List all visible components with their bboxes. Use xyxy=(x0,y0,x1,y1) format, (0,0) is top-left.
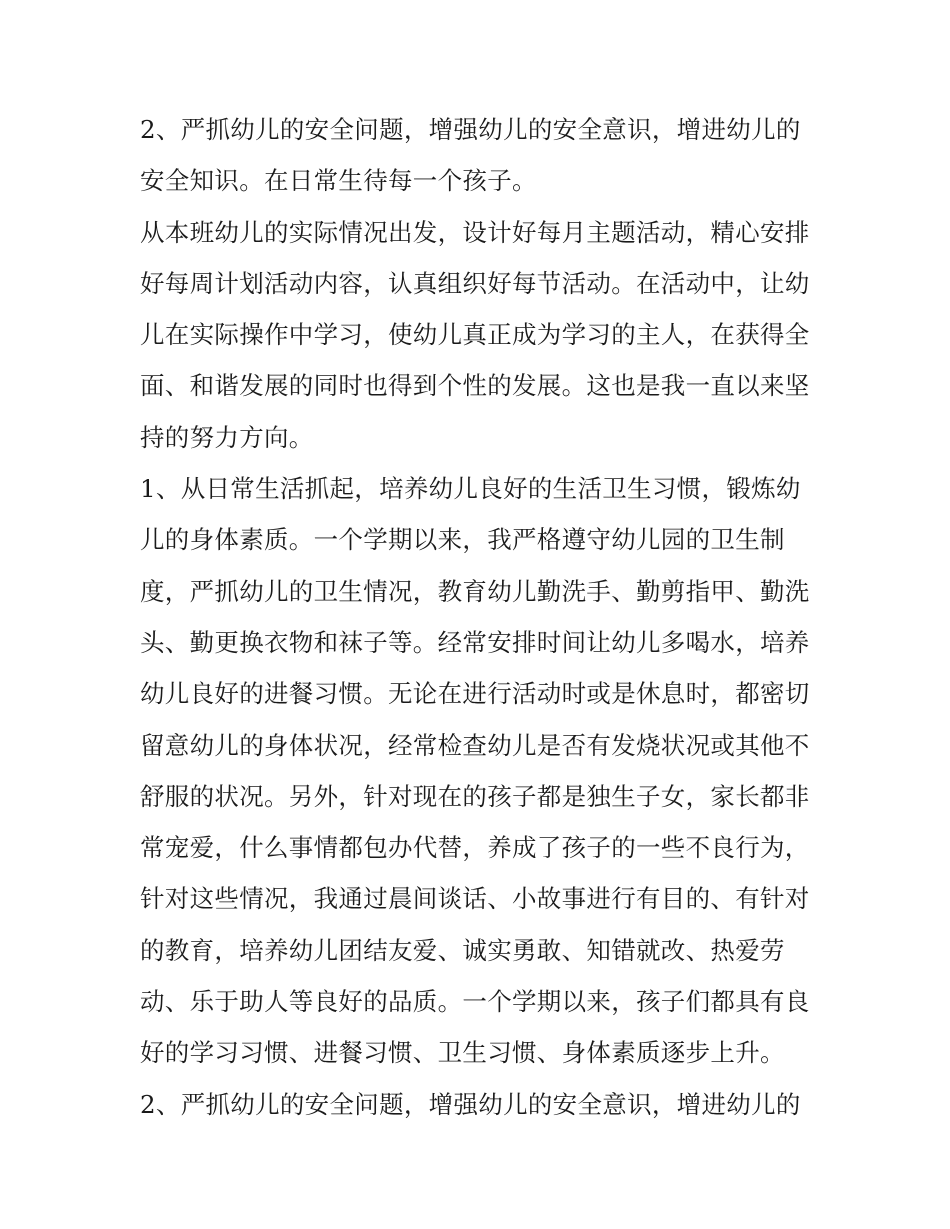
text-line: 好的学习习惯、进餐习惯、卫生习惯、身体素质逐步上升。 xyxy=(140,1038,785,1068)
text-line: 好每周计划活动内容，认真组织好每节活动。在活动中，让幼 xyxy=(140,268,810,298)
text-line: 舒服的状况。另外，针对现在的孩子都是独生子女，家长都非 xyxy=(140,781,810,811)
text-line: 2、严抓幼儿的安全问题，增强幼儿的安全意识，增进幼儿的 xyxy=(140,115,801,144)
text-line: 留意幼儿的身体状况，经常检查幼儿是否有发烧状况或其他不 xyxy=(140,730,810,760)
text-line: 2、严抓幼儿的安全问题，增强幼儿的安全意识，增进幼儿的 xyxy=(140,1089,801,1119)
text-line: 常宠爱，什么事情都包办代替，养成了孩子的一些不良行为， xyxy=(140,833,810,863)
text-line: 儿在实际操作中学习，使幼儿真正成为学习的主人，在获得全 xyxy=(140,320,810,350)
text-line: 安全知识。在日常生待每一个孩子。 xyxy=(140,166,537,196)
text-line: 1、从日常生活抓起，培养幼儿良好的生活卫生习惯，锻炼幼 xyxy=(140,474,801,504)
text-line: 的教育，培养幼儿团结友爱、诚实勇敢、知错就改、热爱劳 xyxy=(140,935,785,965)
text-line: 动、乐于助人等良好的品质。一个学期以来，孩子们都具有良 xyxy=(140,987,810,1017)
text-line: 幼儿良好的进餐习惯。无论在进行活动时或是休息时，都密切 xyxy=(140,679,810,709)
body-text xyxy=(140,104,820,1130)
text-line: 面、和谐发展的同时也得到个性的发展。这也是我一直以来坚 xyxy=(140,371,810,401)
text-line: 儿的身体素质。一个学期以来，我严格遵守幼儿园的卫生制 xyxy=(140,525,785,555)
text-line: 持的努力方向。 xyxy=(140,422,314,452)
text-line: 头、勤更换衣物和袜子等。经常安排时间让幼儿多喝水，培养 xyxy=(140,627,810,657)
text-line: 度，严抓幼儿的卫生情况，教育幼儿勤洗手、勤剪指甲、勤洗 xyxy=(140,576,810,606)
text-line: 从本班幼儿的实际情况出发，设计好每月主题活动，精心安排 xyxy=(140,217,810,247)
text-line: 针对这些情况，我通过晨间谈话、小故事进行有目的、有针对 xyxy=(140,884,810,914)
